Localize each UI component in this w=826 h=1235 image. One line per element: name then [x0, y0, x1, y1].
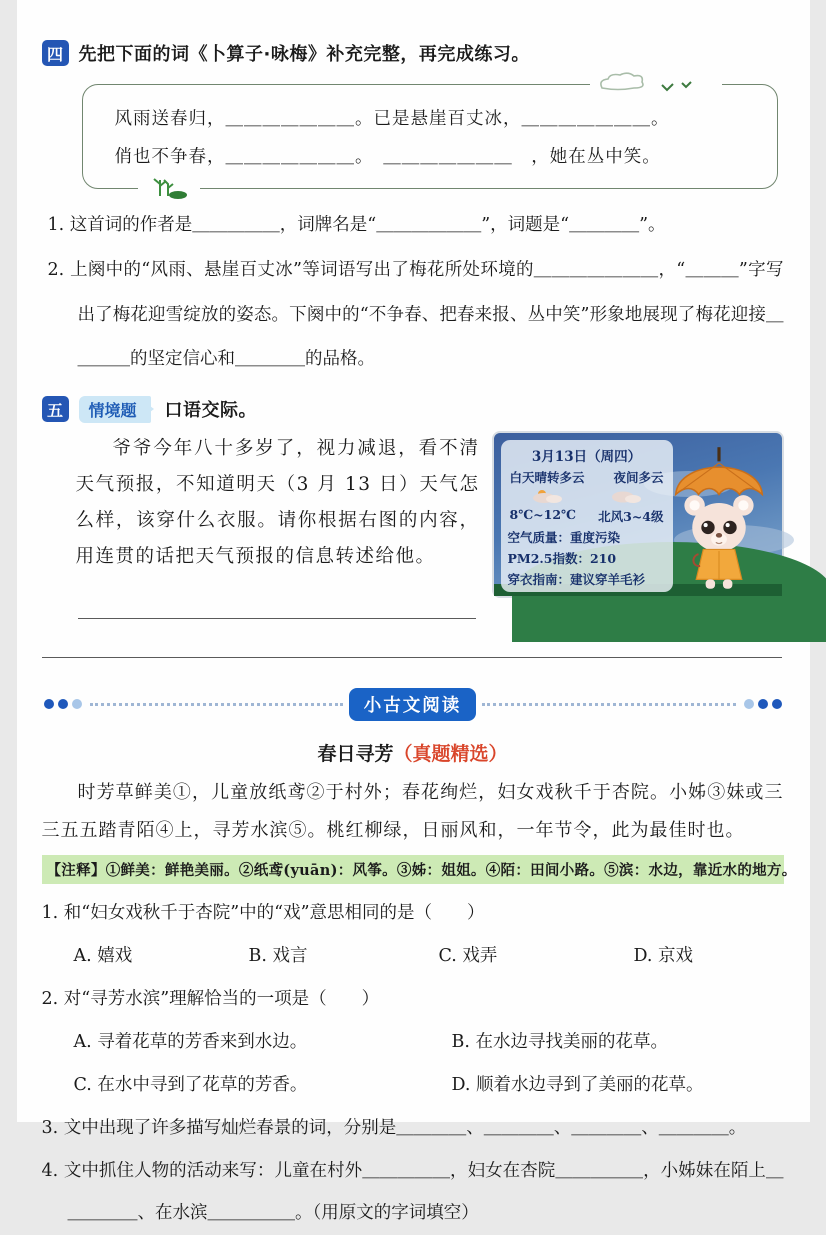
reading-q1-stem: 1. 和“妇女戏秋千于杏院”中的“戏”意思相同的是（ ） [42, 892, 784, 935]
classical-passage-text: 时芳草鲜美①，儿童放纸鸢②于村外；春花绚烂，妇女戏秋千于杏院。小姊③妹或三三五五踏青陌④上，寻芳水滨⑤。桃红柳绿，日丽风和，一年节令，此为最佳时也。 [42, 774, 784, 850]
divider-dot [58, 699, 68, 709]
passage-title-row [42, 739, 784, 766]
divider-dot [758, 699, 768, 709]
divider-dotted-line [90, 703, 343, 706]
reading-q2-option-b: B. 在水边寻找美丽的花草。 [452, 1021, 784, 1064]
reading-q2-option-d: D. 顺着水边寻到了美丽的花草。 [452, 1064, 784, 1107]
divider-dotted-line [482, 703, 735, 706]
section-4-title: 先把下面的词《卜算子·咏梅》补充完整，再完成练习。 [79, 40, 530, 66]
weather-forecast-card [492, 431, 784, 598]
section-4-question-2: 2. 上阕中的“风雨、悬崖百丈冰”等词语写出了梅花所处环境的＿＿＿＿＿＿＿，“＿＿＿”字写出了梅花迎雪绽放的姿态。下阕中的“不争春、把春来报、丛中笑”形象地展现了梅花迎接＿＿＿＿的坚定信心和＿＿＿＿的品格。 [48, 248, 784, 382]
section-4-header [42, 40, 784, 66]
bear-mascot-illustration [660, 439, 778, 601]
section-5-number-badge: 五 [42, 396, 69, 422]
reading-q2-option-a: A. 寻着花草的芳香来到水边。 [74, 1021, 452, 1064]
reading-q1-option-b: B. 戏言 [249, 935, 439, 978]
reading-question-2 [42, 978, 784, 1107]
poem-fill-in-box [82, 84, 778, 189]
weather-day-forecast: 白天晴转多云 [510, 468, 585, 486]
reading-q1-option-c: C. 戏弄 [439, 935, 634, 978]
passage-title: 春日寻芳 [317, 743, 393, 765]
section-4-number-badge: 四 [42, 40, 69, 66]
section-4-question-1: 1. 这首词的作者是＿＿＿＿＿，词牌名是“＿＿＿＿＿＿”，词题是“＿＿＿＿”。 [48, 203, 784, 248]
weather-air-quality: 空气质量：重度污染 [508, 528, 666, 546]
weather-dress-tip: 穿衣指南：建议穿羊毛衫 [508, 570, 666, 588]
passage-annotations: 【注释】①鲜美：鲜艳美丽。②纸鸢(yuān)：风筝。③姊：姐姐。④陌：田间小路。⑤滨：水边，靠近水的地方。 [42, 855, 784, 884]
section-5-content-row [42, 431, 784, 598]
weather-pm25: PM2.5指数：210 [508, 549, 666, 567]
situational-question-tag: 情境题 [79, 396, 151, 423]
reading-q2-option-c: C. 在水中寻到了花草的芳香。 [74, 1064, 452, 1107]
divider-dot [772, 699, 782, 709]
divider-dot [72, 699, 82, 709]
umbrella-canopy [675, 467, 762, 494]
umbrella-handle [693, 554, 700, 566]
sun-cloud-icon [530, 488, 564, 504]
weather-temperature: 8℃~12℃ [510, 507, 577, 525]
poem-line-1: 风雨送春归，＿＿＿＿＿＿＿。已是悬崖百丈冰，＿＿＿＿＿＿＿。 [115, 101, 757, 139]
cloud-icon [609, 488, 643, 504]
section-5-header [42, 396, 784, 423]
passage-title-tag: （真题精选） [394, 743, 508, 765]
weather-night-forecast: 夜间多云 [613, 468, 663, 486]
worksheet-page [17, 0, 810, 1122]
reading-q2-stem: 2. 对“寻芳水滨”理解恰当的一项是（ ） [42, 978, 784, 1021]
reading-section-divider [42, 688, 784, 721]
reading-question-1 [42, 892, 784, 978]
divider-dot [744, 699, 754, 709]
poem-line-2: 俏也不争春，＿＿＿＿＿＿＿。 ＿＿＿＿＿＿＿ ，她在丛中笑。 [115, 139, 757, 177]
reading-q1-option-d: D. 京戏 [634, 935, 784, 978]
bamboo-doodle-icon [138, 174, 200, 200]
weather-info-panel [501, 440, 673, 592]
weather-wind: 北风3~4级 [598, 507, 663, 525]
reading-question-4: 4. 文中抓住人物的活动来写：儿童在村外＿＿＿＿＿，妇女在杏院＿＿＿＿＿，小姊妹在陌上＿＿＿＿＿、在水滨＿＿＿＿＿。（用原文的字词填空） [42, 1150, 784, 1235]
divider-dot [44, 699, 54, 709]
reading-q1-option-a: A. 嬉戏 [74, 935, 249, 978]
cloud-birds-doodle-icon [590, 72, 722, 96]
weather-date: 3月13日（周四） [508, 445, 666, 465]
answer-writing-line [78, 618, 476, 619]
answer-writing-line [42, 657, 782, 658]
section-5-prompt-paragraph: 爷爷今年八十多岁了，视力减退，看不清天气预报，不知道明天（3 月 13 日）天气怎么样，该穿什么衣服。请你根据右图的内容，用连贯的话把天气预报的信息转述给他。 [76, 431, 480, 575]
reading-section-badge: 小古文阅读 [349, 688, 477, 721]
section-5-title: 口语交际。 [165, 396, 258, 422]
reading-question-3: 3. 文中出现了许多描写灿烂春景的词，分别是＿＿＿＿、＿＿＿＿、＿＿＿＿、＿＿＿＿。 [42, 1107, 784, 1150]
